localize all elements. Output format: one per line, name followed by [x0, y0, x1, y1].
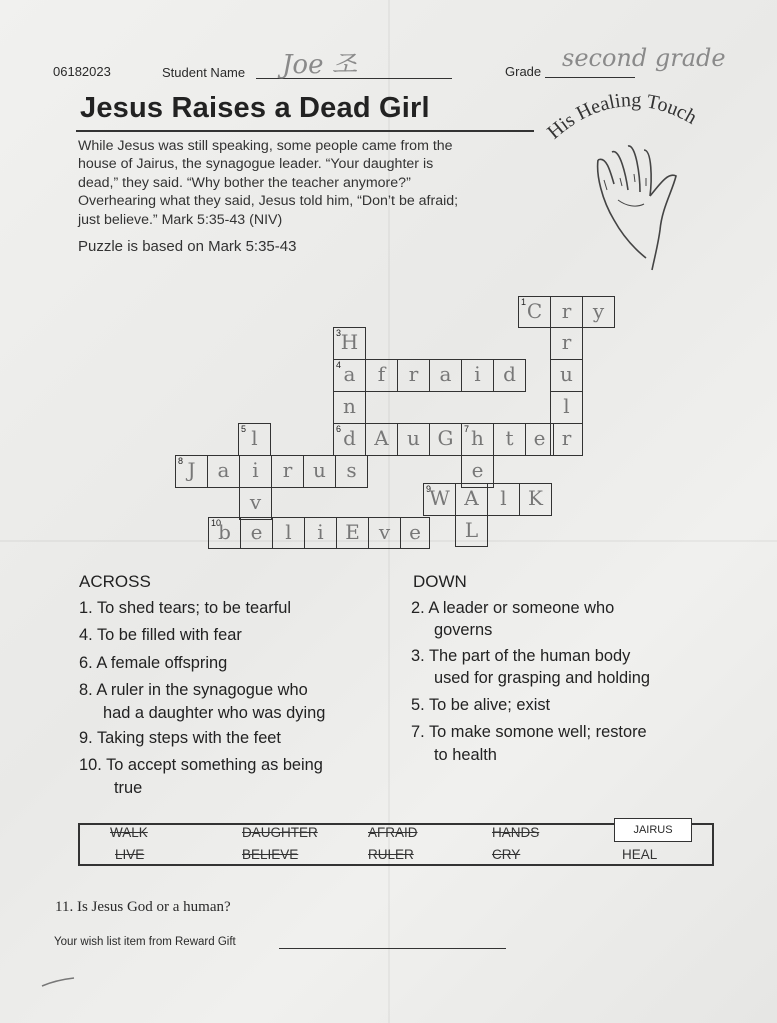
date-code: 06182023 [53, 64, 111, 79]
clue-num: 5. [411, 696, 425, 714]
puzzle-note: Puzzle is based on Mark 5:35-43 [78, 238, 297, 255]
word-bank-item: BELIEVE [242, 847, 299, 862]
crossword-cell[interactable] [397, 359, 430, 392]
clue-num: 1. [79, 599, 93, 617]
crossword-cell[interactable] [429, 359, 462, 392]
intro-line: Overhearing what they said, Jesus told him, “Don’t be afraid; [78, 193, 459, 210]
cell-answer: i [474, 362, 481, 386]
cell-answer: E [345, 520, 360, 544]
cell-answer: b [218, 520, 231, 544]
crossword-cell[interactable] [423, 483, 456, 516]
clue-text: The part of the human body [428, 647, 631, 665]
crossword-cell[interactable] [493, 423, 526, 456]
crossword-cell[interactable] [455, 515, 488, 547]
student-name-field[interactable]: Joe 조 [282, 50, 357, 80]
across-clue [79, 599, 291, 618]
crossword-cell[interactable] [240, 517, 273, 549]
clue-text: To be filled with fear [96, 626, 242, 644]
crossword-cell[interactable] [455, 483, 488, 516]
crossword-cell[interactable] [272, 517, 305, 549]
clue-number: 8 [178, 456, 184, 466]
clue-number: 10 [211, 518, 222, 528]
crossword-cell[interactable] [461, 423, 494, 456]
down-clue [411, 696, 550, 715]
clue-text: To be alive; exist [428, 696, 551, 714]
wish-list-field[interactable] [279, 948, 506, 949]
clue-text: A leader or someone who [428, 599, 615, 617]
word-bank-item: LIVE [115, 847, 145, 862]
question-11: 11. Is Jesus God or a human? [55, 899, 231, 915]
crossword-cell[interactable] [493, 359, 526, 392]
word-bank-item: DAUGHTER [242, 825, 318, 840]
crossword-cell[interactable] [304, 517, 337, 549]
crossword-cell[interactable] [335, 455, 368, 488]
clue-num: 3. [411, 647, 425, 665]
intro-line: While Jesus was still speaking, some people came from the [78, 138, 453, 154]
grade-label: Grade [505, 64, 542, 79]
crossword-cell[interactable] [365, 423, 398, 456]
crossword-cell[interactable] [550, 423, 583, 456]
crossword-cell[interactable] [271, 455, 304, 488]
word-bank-item: CRY [492, 847, 521, 862]
clue-text: A ruler in the synagogue who [96, 681, 308, 699]
clue-text: A female offspring [96, 654, 228, 672]
pencil-mark [40, 974, 80, 994]
cell-answer: r [408, 362, 419, 386]
cell-answer: a [217, 458, 230, 482]
crossword-cell[interactable] [239, 487, 272, 520]
cell-answer: t [505, 426, 514, 450]
cell-answer: A [374, 426, 389, 450]
logo-text: His Healing Touch [543, 89, 701, 144]
down-clue-cont: governs [434, 621, 493, 639]
clue-num: 8. [79, 681, 93, 699]
word-bank-boxed-item: JAIRUS [614, 818, 692, 842]
crossword-cell[interactable] [333, 391, 366, 424]
cell-answer: u [560, 362, 573, 386]
clue-text: To accept something as being [106, 756, 323, 774]
worksheet-title: Jesus Raises a Dead Girl [80, 92, 430, 124]
crossword-cell[interactable] [207, 455, 240, 488]
clue-number: 7 [464, 424, 470, 434]
scripture-intro [78, 137, 528, 229]
cell-answer: r [561, 330, 572, 354]
crossword-cell[interactable] [461, 359, 494, 392]
cell-answer: a [439, 362, 452, 386]
crossword-cell[interactable] [333, 327, 366, 360]
cell-answer: i [317, 520, 324, 544]
cell-answer: f [377, 362, 386, 386]
crossword-cell[interactable] [519, 483, 552, 516]
crossword-cell[interactable] [333, 359, 366, 392]
crossword-cell[interactable] [397, 423, 430, 456]
cell-answer: r [561, 426, 572, 450]
clue-num: 2. [411, 599, 425, 617]
clue-number: 9 [426, 484, 432, 494]
word-bank-item: HANDS [492, 825, 540, 840]
cell-answer: n [343, 394, 356, 418]
down-clue-cont: used for grasping and holding [434, 669, 650, 687]
wish-list-label: Your wish list item from Reward Gift [54, 936, 236, 948]
crossword-cell[interactable] [208, 517, 241, 549]
title-rule [76, 130, 534, 132]
across-clue [79, 681, 308, 700]
clue-number: 6 [336, 424, 342, 434]
grade-line [545, 77, 635, 78]
down-clue [411, 723, 647, 742]
across-clue [79, 756, 323, 775]
clue-number: 4 [336, 360, 342, 370]
cell-answer: r [561, 299, 572, 323]
cell-answer: y [592, 299, 605, 323]
healing-touch-logo [536, 80, 736, 280]
across-clue-cont: had a daughter who was dying [103, 704, 326, 722]
clue-num: 7. [411, 723, 425, 741]
crossword-cell[interactable] [303, 455, 336, 488]
cell-answer: u [407, 426, 420, 450]
crossword-cell[interactable] [550, 296, 583, 328]
cell-answer: a [343, 362, 356, 386]
word-bank-item: WALK [110, 825, 148, 840]
crossword-cell[interactable] [365, 359, 398, 392]
crossword-cell[interactable] [518, 296, 551, 328]
crossword-cell[interactable] [336, 517, 369, 549]
clue-text: Taking steps with the feet [96, 729, 281, 747]
across-clue [79, 729, 281, 748]
cell-answer: J [187, 458, 196, 482]
cell-answer: s [346, 458, 357, 482]
cell-answer: d [503, 362, 516, 386]
word-bank-item: HEAL [622, 847, 658, 862]
grade-field[interactable]: second grade [562, 44, 726, 72]
cell-answer: e [250, 520, 263, 544]
crossword-cell[interactable] [550, 359, 583, 392]
clue-text: To make somone well; restore [428, 723, 647, 741]
cell-answer: l [500, 486, 507, 510]
across-heading: ACROSS [79, 572, 151, 591]
clue-num: 4. [79, 626, 93, 644]
cell-answer: e [409, 520, 421, 544]
crossword-cell[interactable] [400, 517, 430, 549]
cell-answer: K [528, 486, 543, 510]
down-heading: DOWN [413, 572, 467, 591]
crossword-cell[interactable] [429, 423, 462, 456]
svg-text:His Healing Touch [543, 89, 700, 143]
across-clue [79, 626, 242, 645]
clue-number: 3 [336, 328, 342, 338]
intro-line: house of Jairus, the synagogue leader. “Your daughter is [78, 156, 434, 173]
clue-text: To shed tears; to be tearful [96, 599, 292, 617]
cell-answer: l [251, 426, 258, 450]
cell-answer: C [526, 299, 543, 323]
crossword-cell[interactable] [582, 296, 615, 328]
cell-answer: e [471, 458, 484, 482]
cell-answer: v [249, 490, 262, 514]
clue-number: 5 [241, 424, 247, 434]
cell-answer: l [285, 520, 292, 544]
cell-answer: v [378, 520, 391, 544]
clue-num: 10. [79, 756, 102, 774]
student-name-label: Student Name [162, 65, 246, 80]
crossword-cell[interactable] [550, 327, 583, 360]
crossword-cell[interactable] [368, 517, 401, 549]
crossword-cell[interactable] [239, 455, 272, 488]
cell-answer: L [464, 518, 479, 542]
cell-answer: i [252, 458, 259, 482]
crossword-cell[interactable] [238, 423, 271, 456]
clue-num: 6. [79, 654, 93, 672]
clue-num: 9. [79, 729, 93, 747]
cell-answer: r [282, 458, 293, 482]
hand-icon [598, 146, 676, 270]
cell-answer: e [533, 426, 546, 450]
crossword-cell[interactable] [175, 455, 208, 488]
down-clue-cont: to health [434, 746, 497, 764]
cell-answer: A [464, 486, 479, 510]
cell-answer: u [313, 458, 326, 482]
word-bank-item: AFRAID [368, 825, 418, 840]
cell-answer: d [343, 426, 356, 450]
crossword-cell[interactable] [333, 423, 366, 456]
cell-answer: H [340, 330, 359, 354]
down-clue [411, 599, 614, 618]
cell-answer: W [429, 486, 450, 510]
intro-line: dead,” they said. “Why bother the teacher anymore?” [78, 174, 411, 191]
down-clue [411, 647, 630, 666]
intro-line: just believe.” Mark 5:35-43 (NIV) [78, 211, 283, 228]
cell-answer: l [563, 394, 570, 418]
across-clue-cont: true [114, 779, 143, 797]
crossword-cell[interactable] [487, 483, 520, 516]
clue-number: 1 [521, 297, 527, 307]
cell-answer: h [471, 426, 484, 450]
cell-answer: G [437, 426, 454, 450]
across-clue [79, 654, 227, 673]
crossword-cell[interactable] [550, 391, 583, 424]
word-bank-item: RULER [368, 847, 414, 862]
